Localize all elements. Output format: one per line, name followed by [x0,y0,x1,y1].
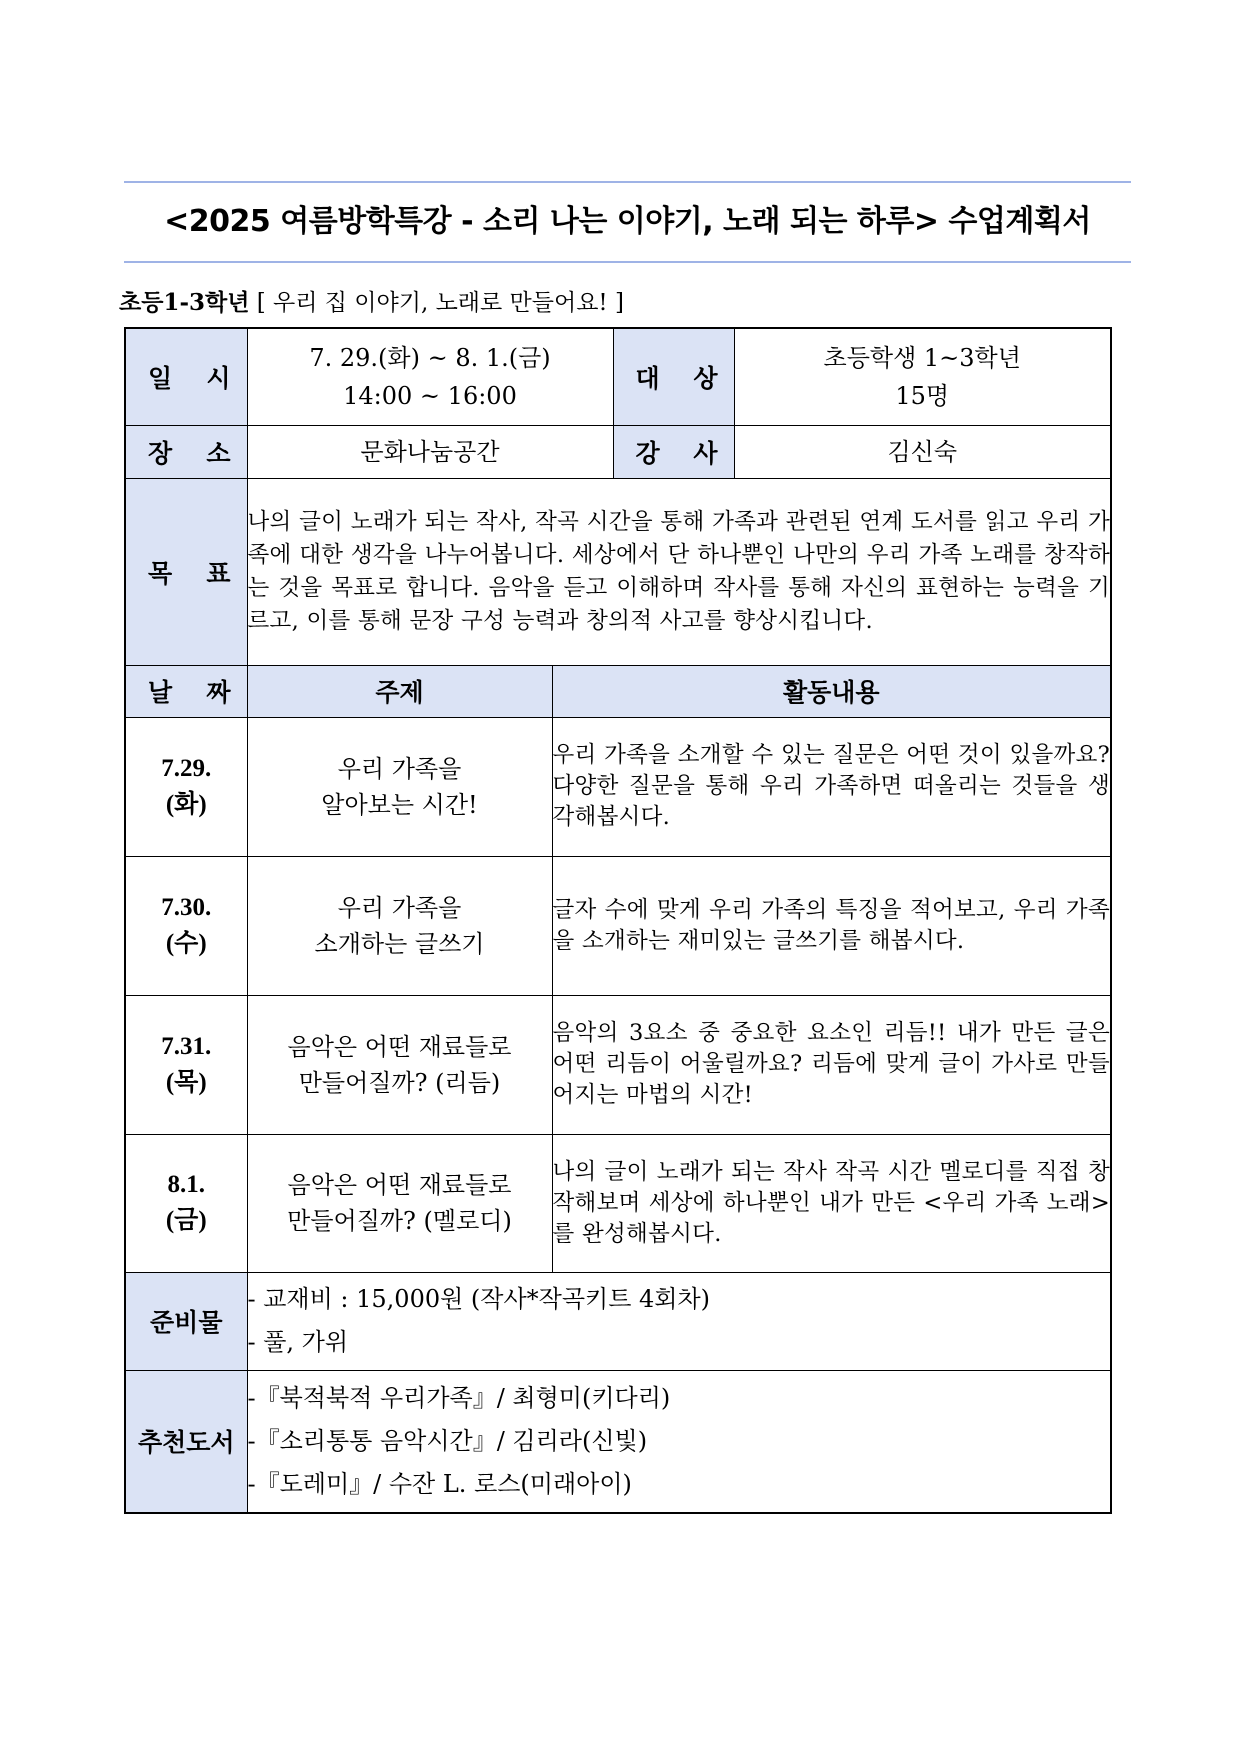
activity-header: 활동내용 [552,665,1111,717]
date-header [125,665,247,717]
list-item: - 풀, 가위 [247,1328,349,1356]
target-grade: 초등학생 1~3학년 [823,343,1021,372]
label-char: 소 [206,438,231,468]
topic-line: 소개하는 글쓰기 [314,929,485,958]
row-date [125,856,247,995]
topic-header: 주제 [247,665,552,717]
schedule-label [125,328,247,425]
table-row [125,856,1111,995]
subtitle [119,284,624,317]
topic-line: 만들어질까? (리듬) [298,1068,501,1097]
instructor-value: 김신숙 [734,425,1111,478]
goal-label [125,478,247,665]
date-text: 8.1. [167,1171,205,1198]
label-char: 상 [693,363,718,393]
place-value: 문화나눔공간 [247,425,613,478]
row-date [125,717,247,856]
list-item: -『북적북적 우리가족』/ 최형미(키다리) [247,1383,671,1412]
topic-line: 음악은 어떤 재료들로 [287,1032,512,1061]
materials-label: 준비물 [125,1272,247,1370]
label-char: 표 [206,558,231,588]
day-text: (화) [165,790,207,818]
topic-line: 음악은 어떤 재료들로 [287,1171,512,1199]
target-value [734,328,1111,425]
row-date [125,995,247,1134]
place-label [125,425,247,478]
label-char: 사 [693,438,718,468]
row-topic [247,856,552,995]
instructor-label [613,425,734,478]
table-row [125,717,1111,856]
day-text: (수) [165,929,207,957]
day-text: (금) [165,1207,207,1234]
date-text: 7.29. [161,754,212,782]
topic-line: 우리 가족을 [337,893,462,922]
schedule-time: 14:00 ~ 16:00 [343,381,517,410]
topic-line: 만들어질까? (멜로디) [287,1207,512,1235]
label-char: 날 [148,678,173,707]
row-activity: 나의 글이 노래가 되는 작사 작곡 시간 멜로디를 직접 창작해보며 세상에 하나뿐인 내가 만든 <우리 가족 노래>를 완성해봅시다. [552,1134,1111,1272]
schedule-dates: 7. 29.(화) ~ 8. 1.(금) [309,343,551,372]
schedule-row [125,328,1111,425]
table-row [125,1134,1111,1272]
topic-line: 알아보는 시간! [321,790,478,819]
day-text: (목) [165,1068,207,1096]
materials-list [247,1272,1111,1370]
row-date [125,1134,247,1272]
plan-table [124,327,1112,1514]
label-char: 목 [148,558,173,588]
label-char: 대 [635,363,660,393]
goal-row [125,478,1111,665]
goal-text: 나의 글이 노래가 되는 작사, 작곡 시간을 통해 가족과 관련된 연계 도서를 읽고 우리 가족에 대한 생각을 나누어봅니다. 세상에서 단 하나뿐인 나만의 우리 가족 노래를 창작하는 것을 목표로 합니다. 음악을 듣고 이해하며 작사를 통해 자신의 표현하는 능력을 기르고, 이를 통해 문장 구성 능력과 창의적 사고를 향상시킵니다. [247,478,1111,665]
books-list [247,1370,1111,1513]
document-title: <2025 여름방학특강 - 소리 나는 이야기, 노래 되는 하루> 수업계획서 [164,204,1091,239]
row-topic [247,1134,552,1272]
schedule-value [247,328,613,425]
table-row [125,995,1111,1134]
row-activity: 우리 가족을 소개할 수 있는 질문은 어떤 것이 있을까요? 다양한 질문을 통해 우리 가족하면 떠올리는 것들을 생각해봅시다. [552,717,1111,856]
label-char: 장 [148,438,173,468]
label-char: 짜 [206,678,231,707]
row-topic [247,717,552,856]
title-block [124,181,1131,263]
title-bottom-rule [124,261,1131,263]
place-row [125,425,1111,478]
grade-label: 초등1-3학년 [119,289,250,316]
label-char: 일 [148,363,173,393]
books-label: 추천도서 [125,1370,247,1513]
topic-line: 우리 가족을 [337,754,462,783]
row-activity: 글자 수에 맞게 우리 가족의 특징을 적어보고, 우리 가족을 소개하는 재미있는 글쓰기를 해봅시다. [552,856,1111,995]
theme-label: [ 우리 집 이야기, 노래로 만들어요! ] [256,290,624,316]
label-char: 시 [206,363,231,393]
date-text: 7.30. [161,893,212,921]
target-label [613,328,734,425]
row-activity: 음악의 3요소 중 중요한 요소인 리듬!! 내가 만든 글은 어떤 리듬이 어울릴까요? 리듬에 맞게 글이 가사로 만들어지는 마법의 시간! [552,995,1111,1134]
row-topic [247,995,552,1134]
label-char: 강 [635,438,660,468]
date-text: 7.31. [161,1032,212,1060]
materials-row [125,1272,1111,1370]
target-count: 15명 [895,381,950,410]
list-item: - 교재비 : 15,000원 (작사*작곡키트 4회차) [247,1285,711,1313]
schedule-header-row [125,665,1111,717]
list-item: -『소리통통 음악시간』/ 김리라(신빛) [247,1426,648,1455]
books-row [125,1370,1111,1513]
list-item: -『도레미』/ 수잔 L. 로스(미래아이) [247,1469,632,1498]
